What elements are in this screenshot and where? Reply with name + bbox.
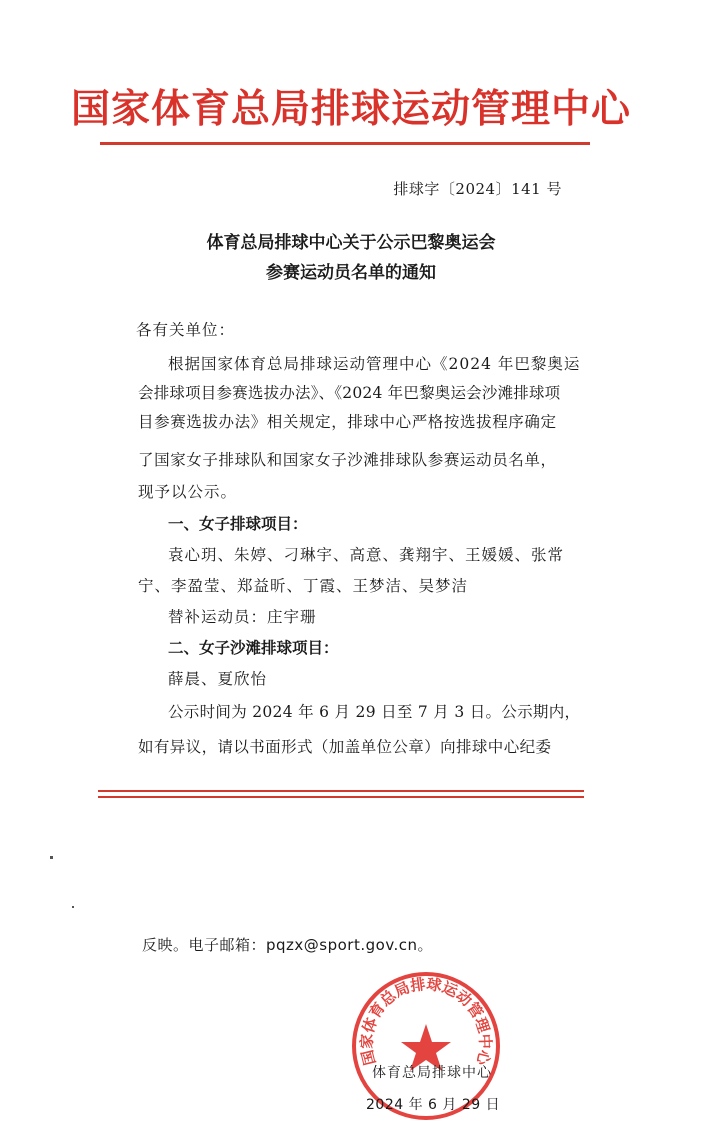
paragraph-1-line: 了国家女子排球队和国家女子沙滩排球队参赛运动员名单， bbox=[138, 451, 557, 469]
organization-letterhead: 国家体育总局排球运动管理中心 bbox=[70, 86, 631, 132]
salutation: 各有关单位： bbox=[136, 321, 236, 339]
substitute-athlete: 替补运动员：庄宇珊 bbox=[168, 608, 317, 626]
page-break-red-rule-1 bbox=[98, 790, 584, 792]
document-number: 排球字〔2024〕141 号 bbox=[393, 180, 562, 198]
section-1-names-line: 袁心玥、朱婷、刁琳宇、高意、龚翔宇、王媛媛、张常 bbox=[168, 546, 565, 564]
issue-date: 2024 年 6 月 29 日 bbox=[366, 1097, 501, 1113]
notice-title-line-1: 体育总局排球中心关于公示巴黎奥运会 bbox=[206, 233, 496, 253]
notice-title-line-2: 参赛运动员名单的通知 bbox=[266, 263, 436, 283]
svg-text:国家体育总局排球运动管理中心: 国家体育总局排球运动管理中心 bbox=[357, 975, 495, 1068]
section-2-names: 薛晨、夏欣怡 bbox=[168, 670, 268, 688]
issuer-signature: 体育总局排球中心 bbox=[372, 1065, 492, 1081]
paragraph-1-line: 根据国家体育总局排球运动管理中心《2024 年巴黎奥运 bbox=[168, 355, 581, 373]
scan-speck bbox=[72, 906, 74, 908]
paragraph-1-line: 目参赛选拔办法》相关规定，排球中心严格按选拔程序确定 bbox=[138, 413, 557, 431]
page-break-red-rule-2 bbox=[98, 796, 584, 798]
section-1-names-line: 宁、李盈莹、郑益昕、丁霞、王梦洁、吴梦洁 bbox=[138, 577, 469, 595]
paragraph-1-line: 会排球项目参赛选拔办法》、《2024 年巴黎奥运会沙滩排球项 bbox=[138, 384, 561, 402]
section-2-heading: 二、女子沙滩排球项目： bbox=[168, 639, 339, 657]
paragraph-2-line: 如有异议，请以书面形式（加盖单位公章）向排球中心纪委 bbox=[138, 738, 552, 756]
continuation-email-line: 反映。电子邮箱：pqzx@sport.gov.cn。 bbox=[142, 936, 434, 954]
paragraph-1-line: 现予以公示。 bbox=[138, 483, 238, 501]
paragraph-2-line: 公示时间为 2024 年 6 月 29 日至 7 月 3 日。公示期内， bbox=[168, 703, 581, 721]
scan-speck bbox=[50, 856, 53, 859]
letterhead-red-rule bbox=[100, 142, 590, 145]
section-1-heading: 一、女子排球项目： bbox=[168, 515, 308, 533]
